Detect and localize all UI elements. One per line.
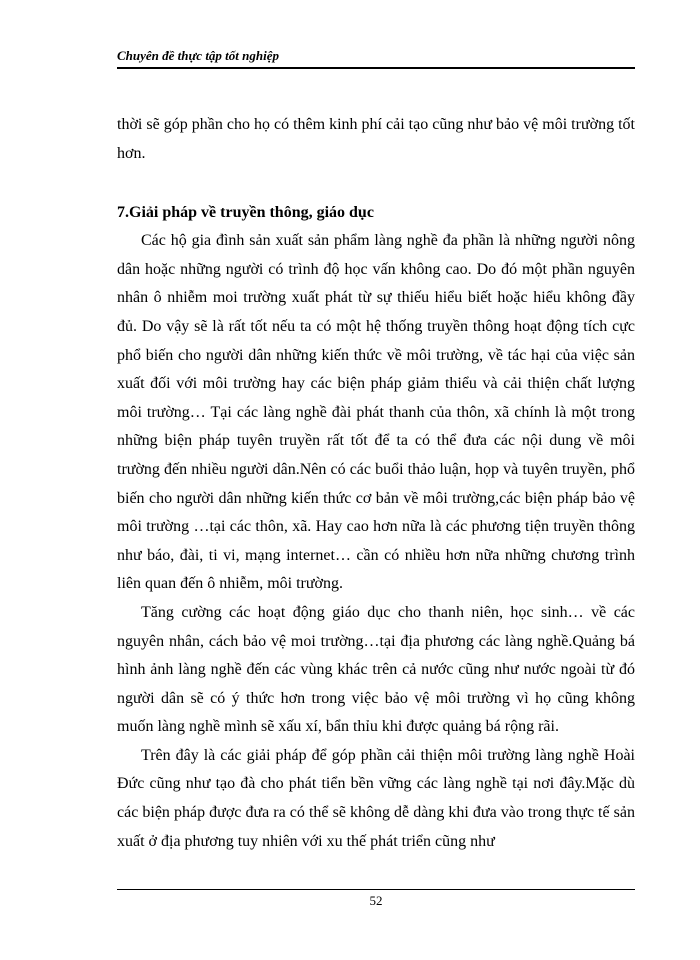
paragraph-communication: Các hộ gia đình sản xuất sản phẩm làng nghề đa phần là những người nông dân hoặc những người có trình độ học vấn không cao. Do đó một phần nguyên nhân ô nhiễm moi trường xuất phát từ sự thiếu hiểu biết hoặc hiểu không đầy đủ. Do vậy sẽ là rất tốt nếu ta có một hệ thống truyền thông hoạt động tích cực phổ biến cho người dân những kiến thức về môi trường, về tác hại của việc sản xuất đối với môi trường hay các biện pháp giảm thiểu và cải thiện chất lượng môi trường… Tại các làng nghề đài phát thanh của thôn, xã chính là một trong những biện pháp tuyên truyền rất tốt để ta có thể đưa các nội dung về môi trường đến nhiều người dân.Nên có các buổi thảo luận, họp và tuyên truyền, phổ biến cho người dân những kiến thức cơ bản về môi trường,các biện pháp bảo vệ môi trường …tại các thôn, xã. Hay cao hơn nữa là các phương tiện truyền thông như báo, đài, ti vi, mạng internet… cần có nhiều hơn nữa những chương trình liên quan đến ô nhiễm, môi trường. [117,232,635,593]
paragraph-summary: Trên đây là các giải pháp để góp phần cải thiện môi trường làng nghề Hoài Đức cũng như tạo đà cho phát tiển bền vững các làng nghề tại nơi đây.Mặc dù các biện pháp được đưa ra có thể sẽ không dễ dàng khi đưa vào trong thực tế sản xuất ở địa phương tuy nhiên với xu thế phát triển cũng như [117,746,635,850]
page-number: 52 [369,893,383,908]
document-body [117,111,635,856]
section-heading: 7.Giải pháp về truyền thông, giáo dục [117,204,374,222]
header-divider [117,67,635,69]
intro-paragraph: thời sẽ góp phần cho họ có thêm kinh phí cải tạo cũng như bảo vệ môi trường tốt hơn. [117,116,635,162]
page-footer [117,889,635,909]
footer-divider [117,889,635,890]
paragraph-education: Tăng cường các hoạt động giáo dục cho thanh niên, học sinh… về các nguyên nhân, cách bảo vệ moi trường…tại địa phương các làng nghề.Quảng bá hình ảnh làng nghề đến các vùng khác trên cả nước cũng như nước ngoài từ đó người dân sẽ có ý thức hơn trong việc bảo vệ môi trường vì họ cũng không muốn làng nghề mình sẽ xấu xí, bẩn thỉu khi được quảng bá rộng rãi. [117,603,635,736]
page-header [117,47,635,69]
header-title: Chuyên đề thực tập tốt nghiệp [117,48,279,63]
section-spacer [117,168,635,199]
